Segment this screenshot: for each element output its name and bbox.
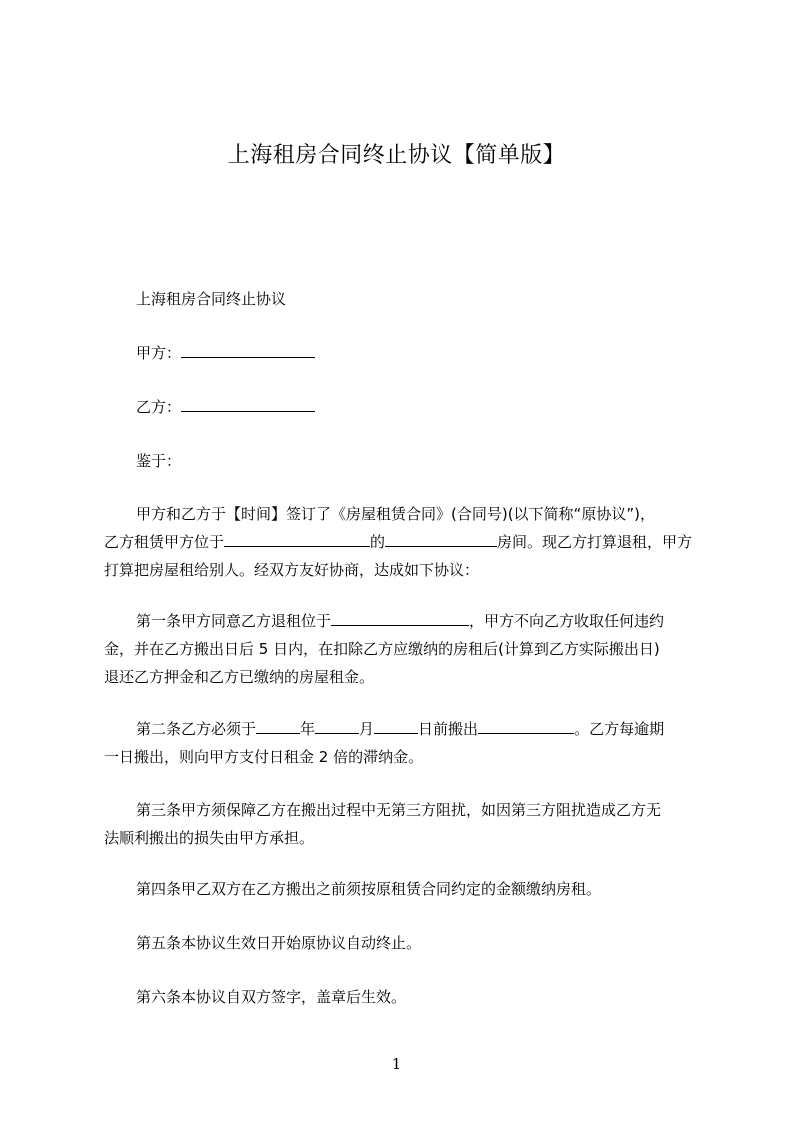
article-2-text-e: 。乙方每逾期: [574, 720, 665, 738]
party-a-blank: [181, 342, 315, 358]
agreement-heading: 上海租房合同终止协议: [136, 290, 287, 308]
article-1-line-2: 金，并在乙方搬出日后 5 日内，在扣除乙方应缴纳的房租后(计算到乙方实际搬出日): [104, 640, 660, 658]
article-2-line-2: 一日搬出，则向甲方支付日租金 2 倍的滞纳金。: [104, 748, 424, 766]
article-1-text-a: 第一条甲方同意乙方退租位于: [136, 612, 332, 630]
party-b-blank: [181, 396, 315, 412]
article-2-line-1: [104, 714, 736, 745]
party-b-line: [104, 392, 736, 423]
article-4: 第四条甲乙双方在乙方搬出之前须按原租赁合同约定的金额缴纳房租。: [136, 880, 602, 898]
intro-line-2: [104, 527, 704, 558]
article-1-blank: [331, 610, 469, 626]
article-6: 第六条本协议自双方签字，盖章后生效。: [136, 988, 407, 1006]
day-blank: [374, 718, 418, 734]
intro-text-of: 的: [370, 533, 386, 551]
article-1-line-1: [104, 606, 736, 637]
move-out-blank: [478, 718, 574, 734]
party-a-line: [104, 338, 736, 369]
article-1-text-b: ，甲方不向乙方收取任何违约: [469, 612, 665, 630]
year-blank: [256, 718, 300, 734]
page-number: 1: [391, 1055, 402, 1073]
document-title: 上海租房合同终止协议【简单版】: [227, 143, 566, 168]
intro-line-3: 打算把房屋租给别人。经双方友好协商，达成如下协议：: [104, 561, 480, 579]
article-3-line-2: 法顺利搬出的损失由甲方承担。: [104, 829, 315, 847]
year-label: 年: [300, 720, 316, 738]
party-b-label: 乙方：: [136, 398, 182, 416]
room-blank: [385, 531, 497, 547]
article-2-text-d: 日前搬出: [418, 720, 479, 738]
intro-line-1: 甲方和乙方于【时间】签订了《房屋租赁合同》(合同号)(以下简称“原协议”)，: [136, 505, 655, 523]
intro-text-room: 房间。现乙方打算退租，甲方: [497, 533, 693, 551]
month-blank: [315, 718, 359, 734]
article-5: 第五条本协议生效日开始原协议自动终止。: [136, 934, 422, 952]
month-label: 月: [359, 720, 375, 738]
intro-text-location: 乙方租赁甲方位于: [104, 533, 225, 551]
article-1-line-3: 退还乙方押金和乙方已缴纳的房屋租金。: [104, 668, 375, 686]
article-3-line-1: 第三条甲方须保障乙方在搬出过程中无第三方阻扰，如因第三方阻扰造成乙方无: [136, 801, 662, 819]
party-a-label: 甲方：: [136, 344, 182, 362]
article-2-text-a: 第二条乙方必须于: [136, 720, 257, 738]
whereas-label: 鉴于：: [136, 452, 182, 470]
address-blank: [224, 531, 370, 547]
